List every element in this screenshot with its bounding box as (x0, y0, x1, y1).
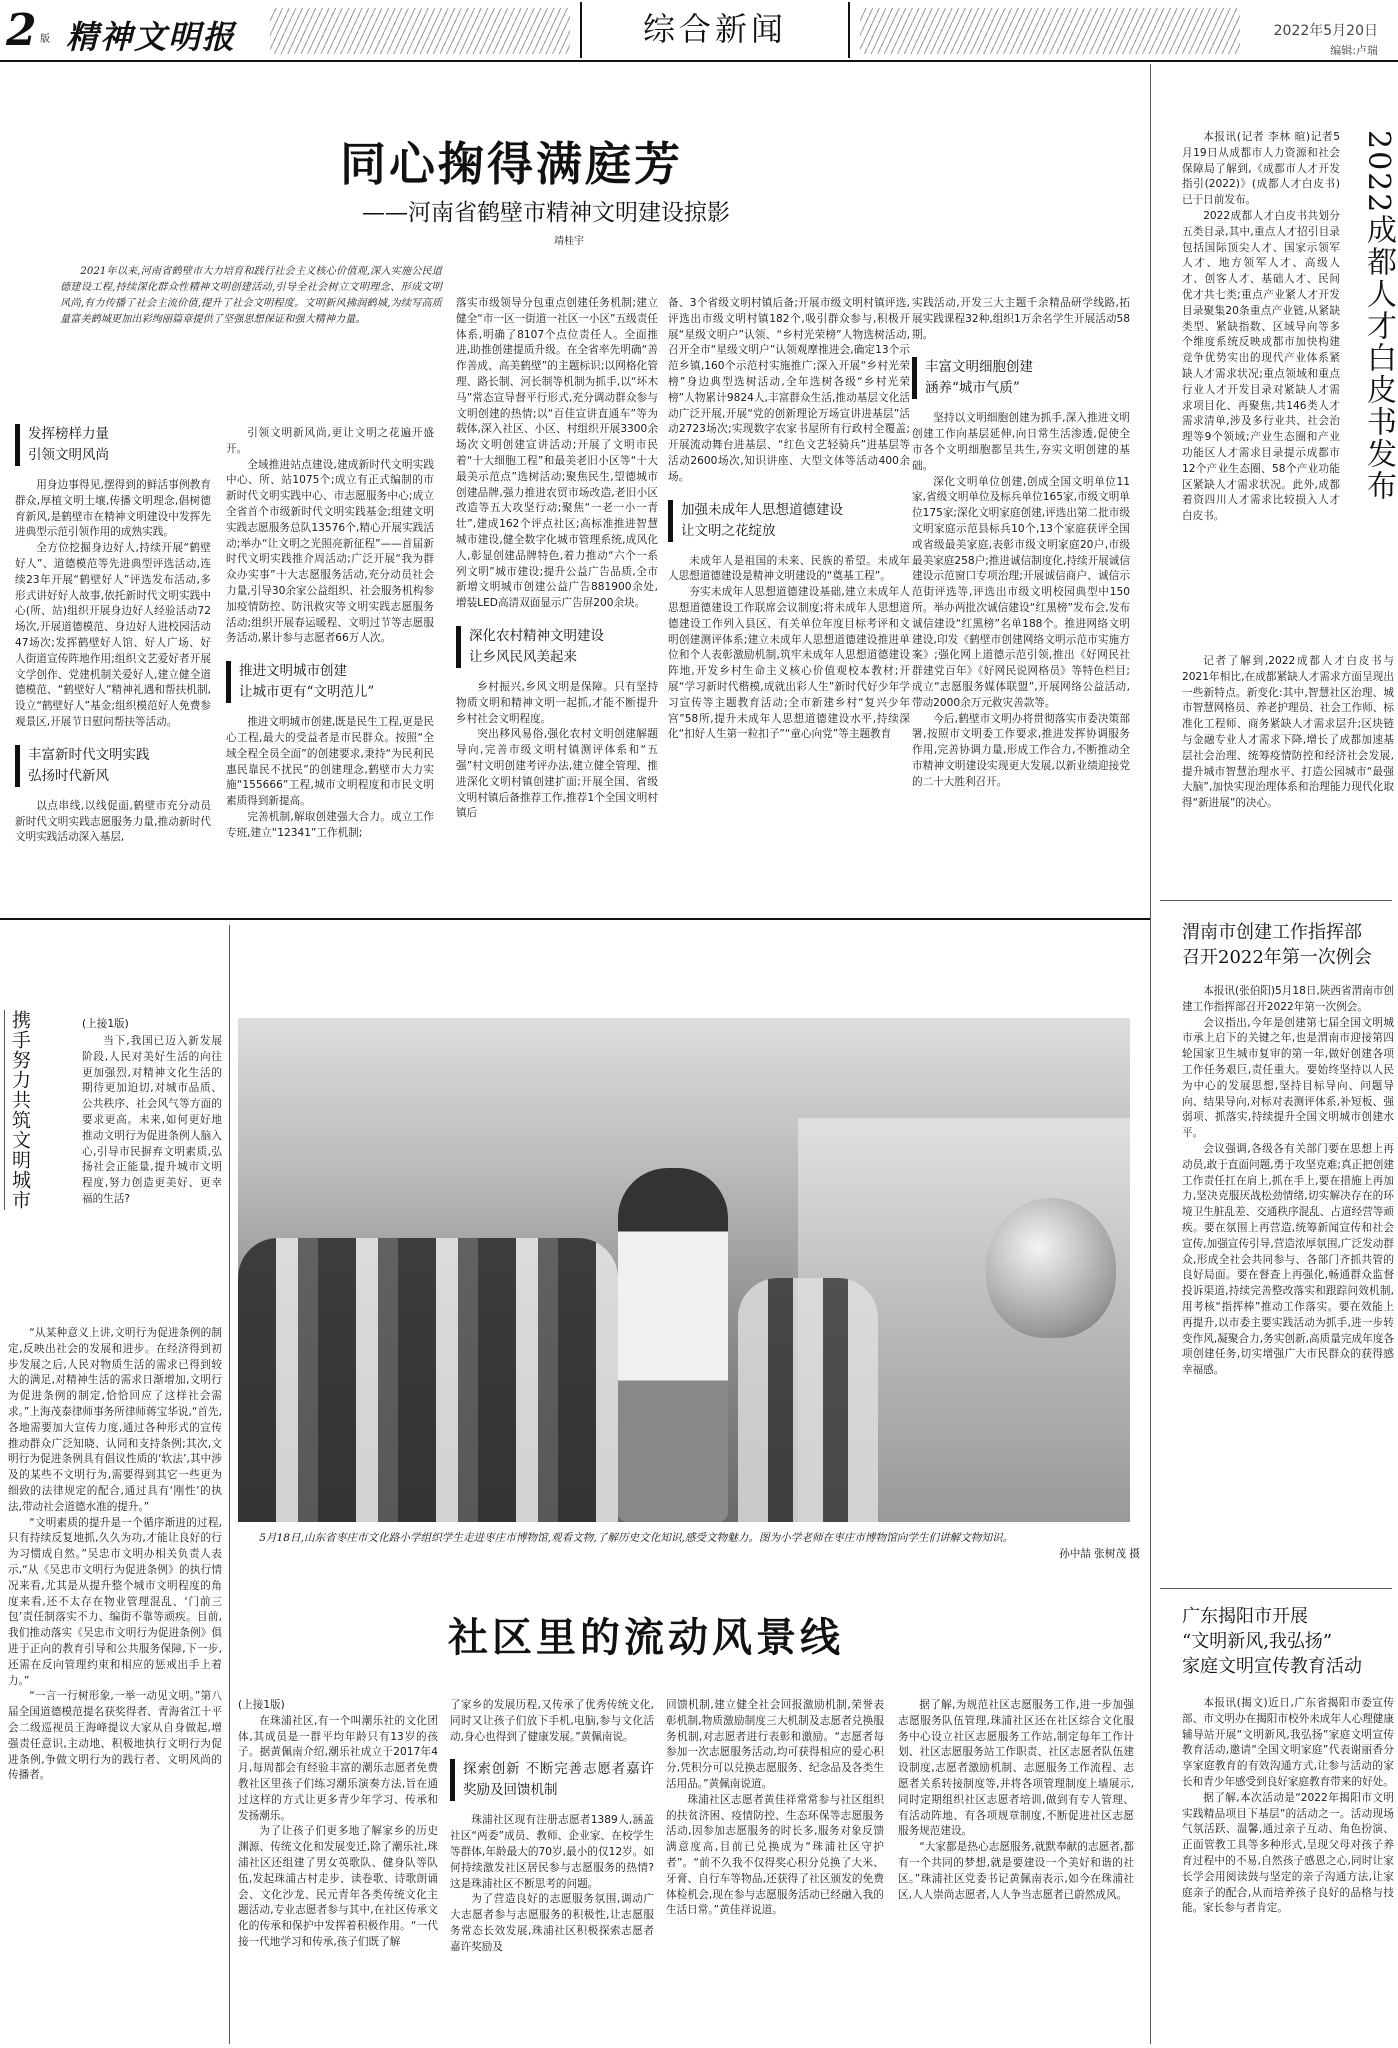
hand-title: 携手努力共筑文明城市 (4, 1010, 34, 1210)
news-photo (238, 1018, 1130, 1522)
photo-caption: 5月18日,山东省枣庄市文化路小学组织学生走进枣庄市博物馆,观看文物,了解历史文化知识,感受文物魅力。图为小学老师在枣庄市博物馆向学生们讲解文物知识。 (259, 1532, 1014, 1544)
paragraph: 全方位挖掘身边好人,持续开展“鹤壁好人”、道德模范等先进典型评选活动,连续23年开展“鹤壁好人”评选发布活动,多形式讲好好人故事,依托新时代文明实践中心(所、站)组织开展身边好人经验活动72场次,开展道德模范、身边好人进校园活动47场次;发挥鹤壁好人馆、好人广场、好人街道宣传阵地作用;组织文艺爱好者开展文学创作、党建机制关爱好人,建立健全道德模范、“鹤壁好人”精神礼遇和帮扶机制,设立“鹤壁好人”基金;组织模范好人免费参观景区,开展节日慰问帮扶等活动。 (15, 542, 211, 728)
paragraph: 乡村振兴,乡风文明是保障。只有坚持物质文明和精神文明一起抓,才能不断提升乡村社会文明程度。 (456, 680, 658, 725)
community-col-4 (898, 1698, 1134, 2044)
paragraph: “大家都是热心志愿服务,就默奉献的志愿者,都有一个共同的梦想,就是要建设一个美好和谐的社区。”珠浦社区党委书记黄佩南表示,如今在珠浦社区,人人崇尚志愿者,人人争当志愿者已蔚然成风。 (898, 1841, 1134, 1901)
weinan-body (1182, 984, 1394, 1572)
paragraph: 会议指出,今年是创建第七届全国文明城市承上启下的关键之年,也是渭南市迎接第四轮国家卫生城市复审的第一年,做好创建各项工作任务艰巨,责任重大。要始终坚持以人民为中心的发展思想,坚持目标导向、问题导向、结果导向,对标对表测评体系,补短板、强弱项、抓落实,持续提升全国文明城市创建水平。 (1182, 1016, 1394, 1140)
paragraph: 为了营造良好的志愿服务氛围,调动广大志愿者参与志愿服务的积极性,让志愿服务常态长效发展,珠浦社区积极探索志愿者嘉许奖励及 (450, 1893, 654, 1953)
rail-divider (1150, 64, 1151, 2044)
paragraph: 全域推进站点建设,建成新时代文明实践中心、所、站1075个;成立有正式编制的市新时代文明实践中心、市志愿服务中心;成立全省首个市级新时代文明实践基金;组建文明实践志愿服务总队13576个,精心开展实践活动;举办“让文明之光照亮新征程”——首届新时代文明实践推介周活动;广泛开展“我为群众办实事”十大志愿服务活动,充分动员社会力量,引导30余家公益组织、社会服务机构参加疫情防控、防汛救灾等文明实践志愿服务活动;组织开展春运暖程、文明过节等志愿服务活动,累计参与志愿者66万人次。 (226, 458, 434, 645)
masthead-slashes (270, 8, 570, 54)
hand-col-main (8, 1326, 222, 2044)
jieyang-body (1182, 1696, 1394, 2044)
community-col-3 (666, 1698, 884, 2044)
community-col-1 (238, 1698, 438, 2044)
paragraph: 回馈机制,建立健全社会回报激励机制,荣誉表彰机制,物质激励制度三大机制及志愿者兑换服务机制,对志愿者进行表彰和激励。“志愿者每参加一次志愿服务活动,均可获得相应的爱心积分,凭积分可以兑换志愿服务、纪念品及各类生活用品。”黄佩南说道。 (666, 1699, 884, 1790)
paragraph: 2022成都人才白皮书共划分五类目录,其中,重点人才招引目录包括国际顶尖人才、国家示领军人才、地方领军人才、高级人才、创客人才、基础人才、民间优才共七类;重点产业紧人才开发目录聚集20条重点产业链,从紧缺类型、紧缺指数、区域导向等多个维度系统反映成都市加快构建竞争优势实出的现代产业体系紧缺人才需求状况;重点领域和重点行业人才开发目录对紧缺人才需求项目化、再聚焦,共146类人才需求清单,涉及多行业共、社会治理等9个领域;产业生态圈和产业功能区人才需求目录提示成都市12个产业生态圈、58个产业功能区紧缺人才需求状况。此外,成都着资四川人才需求比较损入人才白皮书。 (1182, 209, 1340, 523)
paragraph: 未成年人是祖国的未来、民族的希望。未成年人思想道德建设是精神文明建设的“奠基工程”。 (668, 554, 910, 583)
feature-subhead: 深化农村精神文明建设 让乡风民风美起来 (456, 626, 658, 668)
hand-divider (229, 925, 230, 2044)
page-suffix: 版 (40, 34, 50, 45)
feature-subtitle: ——河南省鹤壁市精神文明建设掠影 (362, 200, 730, 226)
rail-divider-1 (1160, 900, 1392, 901)
paragraph: 珠浦社区现有注册志愿者1389人,涵盖社区“两委”成员、教师、企业家、在校学生等群体,年龄最大的70岁,最小的仅12岁。如何持续激发社区居民参与志愿服务的热情?这是珠浦社区不断思考的问题。 (450, 1814, 654, 1890)
feature-author: 靖桂宇 (554, 236, 584, 247)
section-divider (0, 918, 1150, 920)
paragraph: 深化文明单位创建,创成全国文明单位11家,省级文明单位及标兵单位165家,市级文明单位175家;深化文明家庭创建,评选出第二批市级文明家庭示范县标兵10个,13个家庭获评全国或省级最美家庭,表彰市级文明家庭20户,市级最美家庭258户;推进诚信制度化,持续开展诚信建设示范窗口专项治理;开展诚信商户、诚信示范街评选等,评选出市级文明校园典型中150所。举办两批次诚信建设“红黑榜”发布会,发布诚信建设“红黑榜”名单188个。推进网络文明建设,印发《鹤壁市创建网络文明示范市实施方案》;强化网上道德示范引领,推出《好网民社群建党百年》《好网民说网格员》等特色栏目;成立“志愿服务媒体联盟”,开展网络公益活动,带动2000余万元救灾善款等。 (912, 475, 1130, 709)
chengdu-body-bottom (1182, 654, 1394, 880)
paragraph: 本报讯(张伯阳)5月18日,陕西省渭南市创建工作指挥部召开2022年第一次例会。 (1182, 985, 1394, 1013)
feature-col-5 (912, 296, 1130, 910)
paragraph: 推进文明城市创建,既是民生工程,更是民心工程,最大的受益者是市民群众。按照“全域全程全员全面”的创建要求,秉持“为民利民惠民靠民不扰民”的创建理念,鹤壁市大力实施“155666”工程,城市文明程度和市民文明素质得到新提高。 (226, 716, 434, 808)
paragraph: 夯实未成年人思想道德建设基础,建立未成年人思想道德建设工作联席会议制度;将未成年人思想道德建设工作列入县区、有关单位年度目标考评和文明创建测评体系;建立未成年人思想道德建设推进单位和个人表彰激励机制,筑牢未成年人思想道德建设阵地,开发乡村生命主义核心价值观校本教材;开展“学习新时代楷模,成就出彩人生”新时代好少年学习宣传等主题教育活动;全市新建乡村“复兴少年宫”58所,提升未成年人思想道德建设水平,持续深化“扣好人生第一粒扣子”“童心向党”等主题教育 (668, 586, 910, 741)
masthead-slashes-right (860, 8, 1240, 54)
paper-name: 精神文明报 (66, 18, 237, 56)
students-group (238, 1238, 618, 1522)
feature-lead: 2021年以来,河南省鹤壁市大力培育和践行社会主义核心价值观,深入实施公民道德建设工程,持续深化群众性精神文明创建活动,引导全社会树立文明理念、形成文明风尚,有力传播了社会主流价值,提升了社会文明程度。文明新风拂润鹤城,为续写高质量富美鹤城更加出彩绚丽篇章提供了坚强思想保证和强大精神力量。 (60, 266, 442, 325)
teacher-figure (618, 1168, 728, 1522)
paragraph: 今后,鹤壁市文明办将贯彻落实市委决策部署,按照市文明委工作要求,推进发挥协调服务作用,完善协调力量,形成工作合力,不断推动全市精神文明建设实现更大发展,以新业绩迎接党的二十大胜利召开。 (912, 712, 1130, 788)
photo-credit: 孙中喆 张树茂 摄 (1059, 1548, 1140, 1560)
paragraph: 当下,我国已迈入新发展阶段,人民对美好生活的向往更加强烈,对精神文化生活的期待更加迫切,对城市品质、公共秩序、社会风气等方面的要求更高。未来,如何更好地推动文明行为促进条例人脑入心,引导市民摒弃文明素质,弘扬社会正能量,提升城市文明程度,努力创造更美好、更幸福的生活? (82, 1035, 222, 1205)
feature-title: 同心掬得满庭芳 (340, 137, 683, 191)
paragraph: 会议强调,各级各有关部门要在思想上再动员,敢于直面问题,勇于攻坚克难;真正把创建工作责任扛在肩上,抓在手上,要在措施上再加力,坚决克服厌战松劲情绪,切实解决存在的环境卫生脏乱差、交通秩序混乱、占道经营等顽疾。要在氛围上再营造,统筹新闻宣传和社会宣传,加强宣传引导,营造浓厚氛围,广泛发动群众,形成全社会共同参与、各部门齐抓共管的良好局面。要在督查上再强化,畅通群众监督投诉渠道,持续完善整改落实和跟踪问效机制,用考核“指挥棒”推动工作落实。要在效能上再提升,以市委主要实践活动为抓手,进一步转变作风,凝聚合力,务实创新,高质量完成年度各项创建任务,切实增强广大市民群众的获得感幸福感。 (1182, 1142, 1394, 1377)
community-col-2 (450, 1698, 654, 2044)
hand-from-prev: (上接1版) (82, 1018, 129, 1030)
feature-subhead: 加强未成年人思想道德建设 让文明之花绽放 (668, 500, 910, 542)
paragraph: 以点串线,以线促面,鹤壁市充分动员新时代文明实践志愿服务力量,推动新时代文明实践活动深入基层, (15, 799, 211, 844)
paragraph: 在珠浦社区,有一个叫潮乐社的文化团体,其成员是一群平均年龄只有13岁的孩子。据黄佩南介绍,潮乐社成立于2017年4月,每周都会有经验丰富的潮乐志愿者免费教社区里孩子们练习潮乐演奏方法,旨在通过这样的方式让更多青少年学习、传承和发扬潮乐。 (238, 1714, 438, 1822)
paragraph: “一言一行树形象,一举一动见文明。”第八届全国道德模范提名获奖得者、青海省江十平会二级巡视员王海峰提议大家从自身做起,增强责任意识,主动地、积极地执行文明行为促进条例,争做文明行为的践行者、文明风尚的传播者。 (8, 1690, 222, 1782)
jieyang-title: 广东揭阳市开展 “文明新风,我弘扬” 家庭文明宣传教育活动 (1182, 1606, 1362, 1677)
feature-col-4 (668, 296, 910, 910)
issue-date: 2022年5月20日 (1273, 23, 1378, 39)
community-subhead: 探索创新 不断完善志愿者嘉许奖励及回馈机制 (450, 1759, 654, 1801)
paragraph: (上接1版) (238, 1699, 285, 1711)
hand-col-top (82, 1034, 222, 1324)
paragraph: 据了解,为规范社区志愿服务工作,进一步加强志愿服务队伍管理,珠浦社区还在社区综合文化服务中心设立社区志愿服务工作站,制定每年工作计划、社区志愿服务站工作职责、社区志愿者队伍建设制度,志愿者激励机制、志愿服务工作流程、志愿者关系转接制度等,并将各项管理制度上墙展示,同时定期组织社区志愿者培训,做到有专人管理、有活动阵地、有各项规章制度,不断促进社区志愿服务规范建设。 (898, 1699, 1134, 1838)
paragraph: “文明素质的提升是一个循序渐进的过程,只有持续反复地抓,久久为功,才能让良好的行为习惯成自然。”吴忠市文明办相关负责人表示,“从《吴忠市文明行为促进条例》的执行情况来看,尤其是从提升整个城市文明程度的角度来看,还不太存在物业管理混乱、‘门前三包’责任制落实不力、编街不靠等顽疾。目前,我们推动落实《吴忠市文明行为促进条例》俱进于正向的教育引导和公共服务保障,下一步,还需在反向管理约束和相应的惩戒出手上着力。” (8, 1516, 222, 1687)
chengdu-body-top (1182, 130, 1340, 650)
paragraph: 突出移风易俗,强化农村文明创建解题导向,完善市级文明村镇测评体系和“五强”村文明创建考评办法,建立健全管理、推进深化文明村镇创建扩面;开展全国、省级文明村镇后备推荐工作,推荐1个全国文明村镇后 (456, 728, 658, 820)
paragraph: 完善机制,解取创建强大合力。成立工作专班,建立“12341”工作机制; (226, 810, 434, 839)
paragraph: 落实市级领导分包重点创建任务机制;建立健全“市一区一街道一社区一小区”五级责任体系,明确了8107个点位责任人。全面推进,助推创建提质升级。在全省率先明确“善作善成、高美鹤壁”的主题标识;以网格化管理、路长制、河长制等机制为抓手,以“坏木马”常态宣导督平行形式,充分调动群众参与文明创建的热情;以“百佳宣讲直通车”等为载体,深入社区、小区、村组织开展3300余场次文明创建宣讲活动;开展了文明市民着“十大细胞工程”和最美老旧小区等“十大最美示范点”选树活动;聚焦民生,望德城市创建品牌,强力推进农贸市场改造,老旧小区改造等五大攻坚行动;聚焦“一老一小一青壮”,建成162个评点社区;高标准推进智慧城市建设,健全数字化城市管理系统,成风化人,彰显创建品牌特色,着力推动“六个一系列文明”城市建设;提升公益广告品质,全市新增文明城市创建公益广告881900余处,增装LED高清双面显示广告屏200余块。 (456, 297, 658, 610)
paragraph: 本报讯(揭文)近日,广东省揭阳市委宣传部、市文明办在揭阳市校外未成年人心理健康辅导站开展“文明新风,我弘扬”家庭文明宣传教育活动,邀请“全国文明家庭”代表谢丽香分享家庭教育的有效沟通方式,让参与活动的家长和青少年感受到良好家庭教育带来的好处。 (1182, 1697, 1394, 1788)
page-number: 2 (6, 5, 37, 56)
editor-credit: 编辑:卢瑞 (1330, 44, 1378, 57)
section-title: 综合新闻 (580, 2, 850, 58)
pottery-jar-shape (986, 1198, 1116, 1338)
feature-col-2 (226, 426, 434, 910)
paragraph: 了家乡的发展历程,又传承了优秀传统文化,同时又让孩子们放下手机,电脑,参与文化活动,身心也得到了健康发展。”黄佩南说。 (450, 1699, 654, 1743)
chengdu-title: 2022成都人才白皮书发布 (1361, 130, 1396, 503)
paragraph: 本报讯(记者 李林 暄)记者5月19日从成都市人力资源和社会保障局了解到,《成都市人才开发指引(2022)》(成都人才白皮书)已于日前发布。 (1182, 131, 1340, 207)
paragraph: 记者了解到,2022成都人才白皮书与2021年相比,在成都紧缺人才需求方面呈现出一些新特点。新变化:其中,智慧社区治理、城市智慧网格员、养老护理员、社会工作师、标准化工程师、商务紧缺人才需求层升;区块链与金融专业人才需求下降,增长了成都加速基层社会治理、统筹疫情防控和经济社会发展,提升城市智慧治理水平、打造公园城市“最强大脑”,加快实现治理体系和治理能力现代化取得“新进展”的决心。 (1182, 655, 1394, 810)
feature-col-1 (15, 410, 211, 910)
paragraph: “从某种意义上讲,文明行为促进条例的制定,反映出社会的发展和进步。在经济得到初步发展之后,人民对物质生活的需求已得到较大的满足,对精神生活的需求日渐增加,文明行为促进条例的制定,恰恰回应了这样社会需求。”上海茂泰律师事务所律师蒋宝华说,“首先,各地需要加大宣传力度,通过各种形式的宣传推动群众广泛知晓、认同和支持条例;其次,文明行为促进条例具有倡议性质的‘软法’,其中涉及的某些不文明行为,需要得到其它一些更为细致的法律规定的配合,通过具有‘刚性’的执法,带动社会道德水准的提升。” (8, 1327, 222, 1513)
paragraph: 珠浦社区志愿者黄佳祥常常参与社区组织的扶贫济困、疫情防控、生态环保等志愿服务活动,因参加志愿服务的时长多,服务对象反馈满意度高,目前已兑换成为“珠浦社区守护者”。“前不久我不仅得奖心积分兑换了大米、牙膏、自行车等物品,还获得了社区颁发的免费体检机会,现在参与志愿服务活动已经融入我的生活日常。”黄佳祥说道。 (666, 1793, 884, 1917)
paragraph: 用身边事得见,摆得到的鲜活事例教育群众,厚植文明土壤,传播文明理念,倡树德育新风,是鹤壁市在精神文明建设中发挥先进典型示范引领作用的成熟实践。 (15, 479, 211, 539)
weinan-title: 渭南市创建工作指挥部 召开2022年第一次例会 (1182, 922, 1372, 968)
paragraph: 备、3个省级文明村镇后备;开展市级文明村镇评选,评选出市级文明村镇182个,吸引群众参与,积极开展“星级文明户”认领、“乡村光荣榜”人物选树活动,召开全市“星级文明户”认领观摩推进会,确定13个示范乡镇,160个示范村实施推广;深入开展“乡村光荣榜”身边典型选树活动,全年选树各级“乡村光荣榜”人物累计9824人,丰富群众生活,推动基层文化活动广泛开展,开展“党的创新理论万场宣讲进基层”活动2723场次;实现数字农家书屋所有行政村全覆盖;开展流动舞台进基层、“红色文艺轻骑兵”进基层等活动2600场次,知识讲座、大型文体等活动400余场。 (668, 297, 910, 483)
feature-subhead: 丰富新时代文明实践 弘扬时代新风 (15, 745, 211, 787)
community-title: 社区里的流动风景线 (448, 1614, 844, 1661)
paragraph: 坚持以文明细胞创建为抓手,深入推进文明创建工作向基层延伸,向日常生活渗透,促使全市各个文明细胞都呈共生,夯实文明创建的基础。 (912, 412, 1130, 472)
feature-subhead: 发挥榜样力量 引领文明风尚 (15, 424, 211, 466)
feature-subhead: 丰富文明细胞创建 涵养“城市气质” (912, 357, 1130, 399)
paragraph: 为了让孩子们更多地了解家乡的历史渊源、传统文化和发展变迁,除了潮乐社,珠浦社区还组建了男女英歌队、健身队等队伍,发起珠浦古村走步、读卷歌、诗歌朗诵会、文化沙龙、民元青年各类传统文化主题活动,专业志愿者参与其中,在社区传承文化的传承和保护中发挥着积极作用。“一代接一代地学习和传承,孩子们既了解 (238, 1825, 438, 1948)
feature-col-3 (456, 296, 658, 910)
paragraph: 实践活动,开发三大主题千余精品研学线路,拓展实践课程32种,组织1万余名学生开展活动58期。 (912, 297, 1130, 341)
masthead-rule (0, 60, 1398, 62)
paragraph: 引领文明新风尚,更让文明之花遍开盛开。 (226, 427, 434, 455)
paragraph: 据了解,本次活动是“2022年揭阳市文明实践精品项目下基层”的活动之一。活动现场气氛活跃、温馨,通过亲子互动、角色扮演、正面管教工具等多种形式,呈现父母对孩子养育过程中的不易,自然孩子感恩之心,同时让家长学会用阅读鼓与坚定的亲子沟通方法,让家庭亲子的配合,从而培养孩子良好的品格与技能。家长参与者肯定。 (1182, 1791, 1394, 1915)
rail-divider-2 (1160, 1588, 1392, 1589)
feature-subhead: 推进文明城市创建 让城市更有“文明范儿” (226, 661, 434, 703)
students-right (738, 1278, 878, 1522)
